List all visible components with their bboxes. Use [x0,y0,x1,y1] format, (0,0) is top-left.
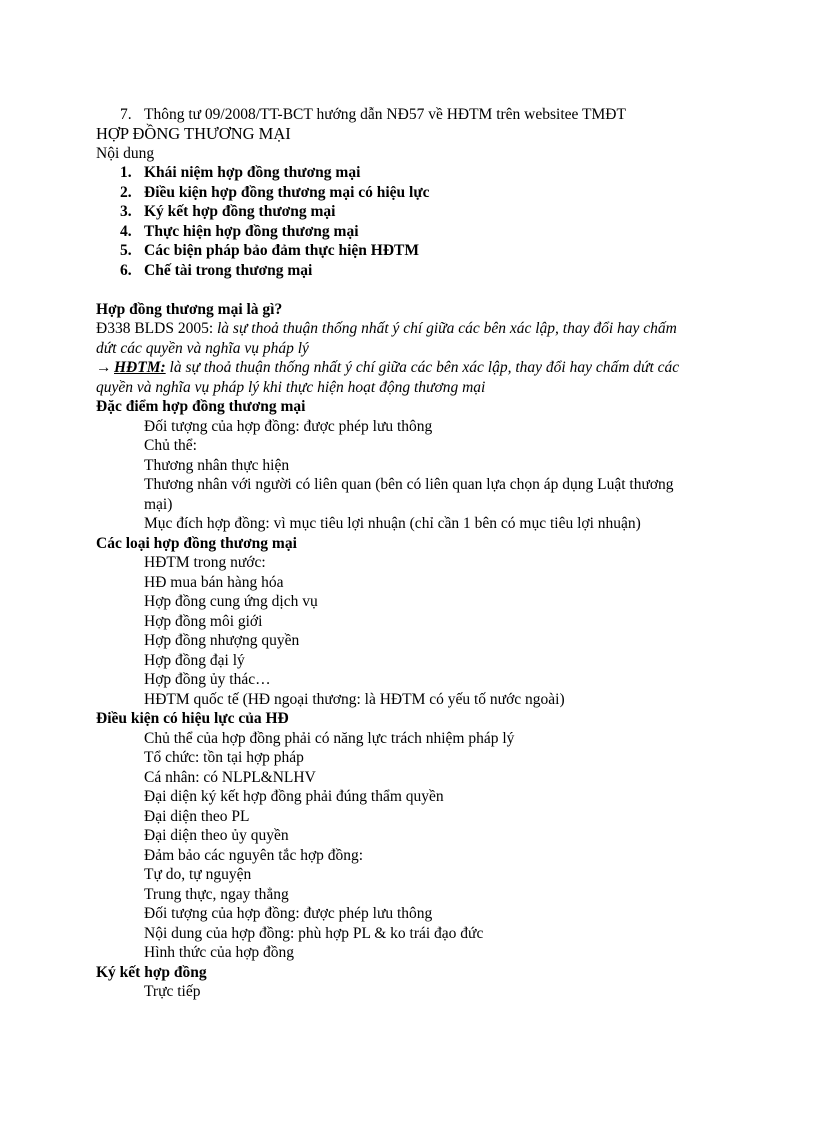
list-text: Chế tài trong thương mại [144,262,313,279]
list-item: Cá nhân: có NLPL&NLHV [144,769,316,786]
list-item: Trực tiếp [144,983,201,1000]
list-item: Đối tượng của hợp đồng: được phép lưu thông [144,905,433,922]
definition-line: dứt các quyền và nghĩa vụ pháp lý [96,340,309,357]
list-item [120,241,419,261]
list-number: 3. [120,203,132,220]
list-item: Đại diện ký kết hợp đồng phải đúng thẩm quyền [144,788,444,805]
definition-line [96,358,679,378]
section-heading: Đặc điểm hợp đồng thương mại [96,398,306,415]
section-heading: Các loại hợp đồng thương mại [96,535,297,552]
list-text: Thực hiện hợp đồng thương mại [144,223,359,240]
list-item: Chủ thể: [144,437,197,454]
list-text: Thông tư 09/2008/TT-BCT hướng dẫn NĐ57 về HĐTM trên websitee TMĐT [144,106,626,123]
definition-line [96,319,677,339]
definition-label: HĐTM: [114,359,166,376]
list-item: Đối tượng của hợp đồng: được phép lưu thông [144,418,433,435]
list-item: HĐ mua bán hàng hóa [144,574,284,591]
list-item: Thương nhân với người có liên quan (bên có liên quan lựa chọn áp dụng Luật thương [144,476,674,493]
list-item: Hợp đồng cung ứng dịch vụ [144,593,318,610]
list-item: Hợp đồng đại lý [144,652,245,669]
list-item: Đảm bảo các nguyên tắc hợp đồng: [144,847,364,864]
list-item: Đại diện theo PL [144,808,250,825]
list-item [120,105,626,125]
list-item [120,261,312,281]
definition-text: là sự thoả thuận thống nhất ý chí giữa các bên xác lập, thay đổi hay chấm dứt các [165,359,680,376]
document-title: HỢP ĐỒNG THƯƠNG MẠI [96,124,291,143]
list-item: HĐTM quốc tế (HĐ ngoại thương: là HĐTM có yếu tố nước ngoài) [144,691,565,708]
list-item: Trung thực, ngay thẳng [144,886,289,903]
list-item: Hình thức của hợp đồng [144,944,295,961]
list-item [120,222,359,242]
list-number: 6. [120,262,132,279]
definition-text: là sự thoả thuận thống nhất ý chí giữa các bên xác lập, thay đổi hay chấm [217,320,677,337]
list-item: Mục đích hợp đồng: vì mục tiêu lợi nhuận (chỉ cần 1 bên có mục tiêu lợi nhuận) [144,515,641,532]
list-item: Tự do, tự nguyện [144,866,252,883]
contents-label: Nội dung [96,145,155,162]
section-heading: Ký kết hợp đồng [96,964,207,981]
list-number: 4. [120,223,132,240]
list-item: Hợp đồng môi giới [144,613,263,630]
section-heading: Điều kiện có hiệu lực của HĐ [96,710,289,727]
list-item: Thương nhân thực hiện [144,457,290,474]
list-number: 5. [120,242,132,259]
list-number: 7. [120,106,132,123]
list-item: Tổ chức: tồn tại hợp pháp [144,749,304,766]
arrow-icon: → [96,359,112,376]
list-number: 1. [120,164,132,181]
list-text: Các biện pháp bảo đảm thực hiện HĐTM [144,242,419,259]
list-item: HĐTM trong nước: [144,554,266,571]
list-item: Đại diện theo ủy quyền [144,827,289,844]
list-item: Hợp đồng ủy thác… [144,671,271,688]
list-item [120,183,430,203]
list-item: mại) [144,496,173,513]
list-text: Điều kiện hợp đồng thương mại có hiệu lực [144,184,430,201]
definition-line: quyền và nghĩa vụ pháp lý khi thực hiện hoạt động thương mại [96,379,486,396]
list-text: Khái niệm hợp đồng thương mại [144,164,361,181]
list-item [120,163,360,183]
list-item: Nội dung của hợp đồng: phù hợp PL & ko trái đạo đức [144,925,484,942]
section-heading: Hợp đồng thương mại là gì? [96,301,283,318]
list-number: 2. [120,184,132,201]
list-text: Ký kết hợp đồng thương mại [144,203,336,220]
list-item: Chủ thể của hợp đồng phải có năng lực trách nhiệm pháp lý [144,730,515,747]
list-item [120,202,335,222]
definition-source: Đ338 BLDS 2005: [96,320,217,337]
list-item: Hợp đồng nhượng quyền [144,632,300,649]
